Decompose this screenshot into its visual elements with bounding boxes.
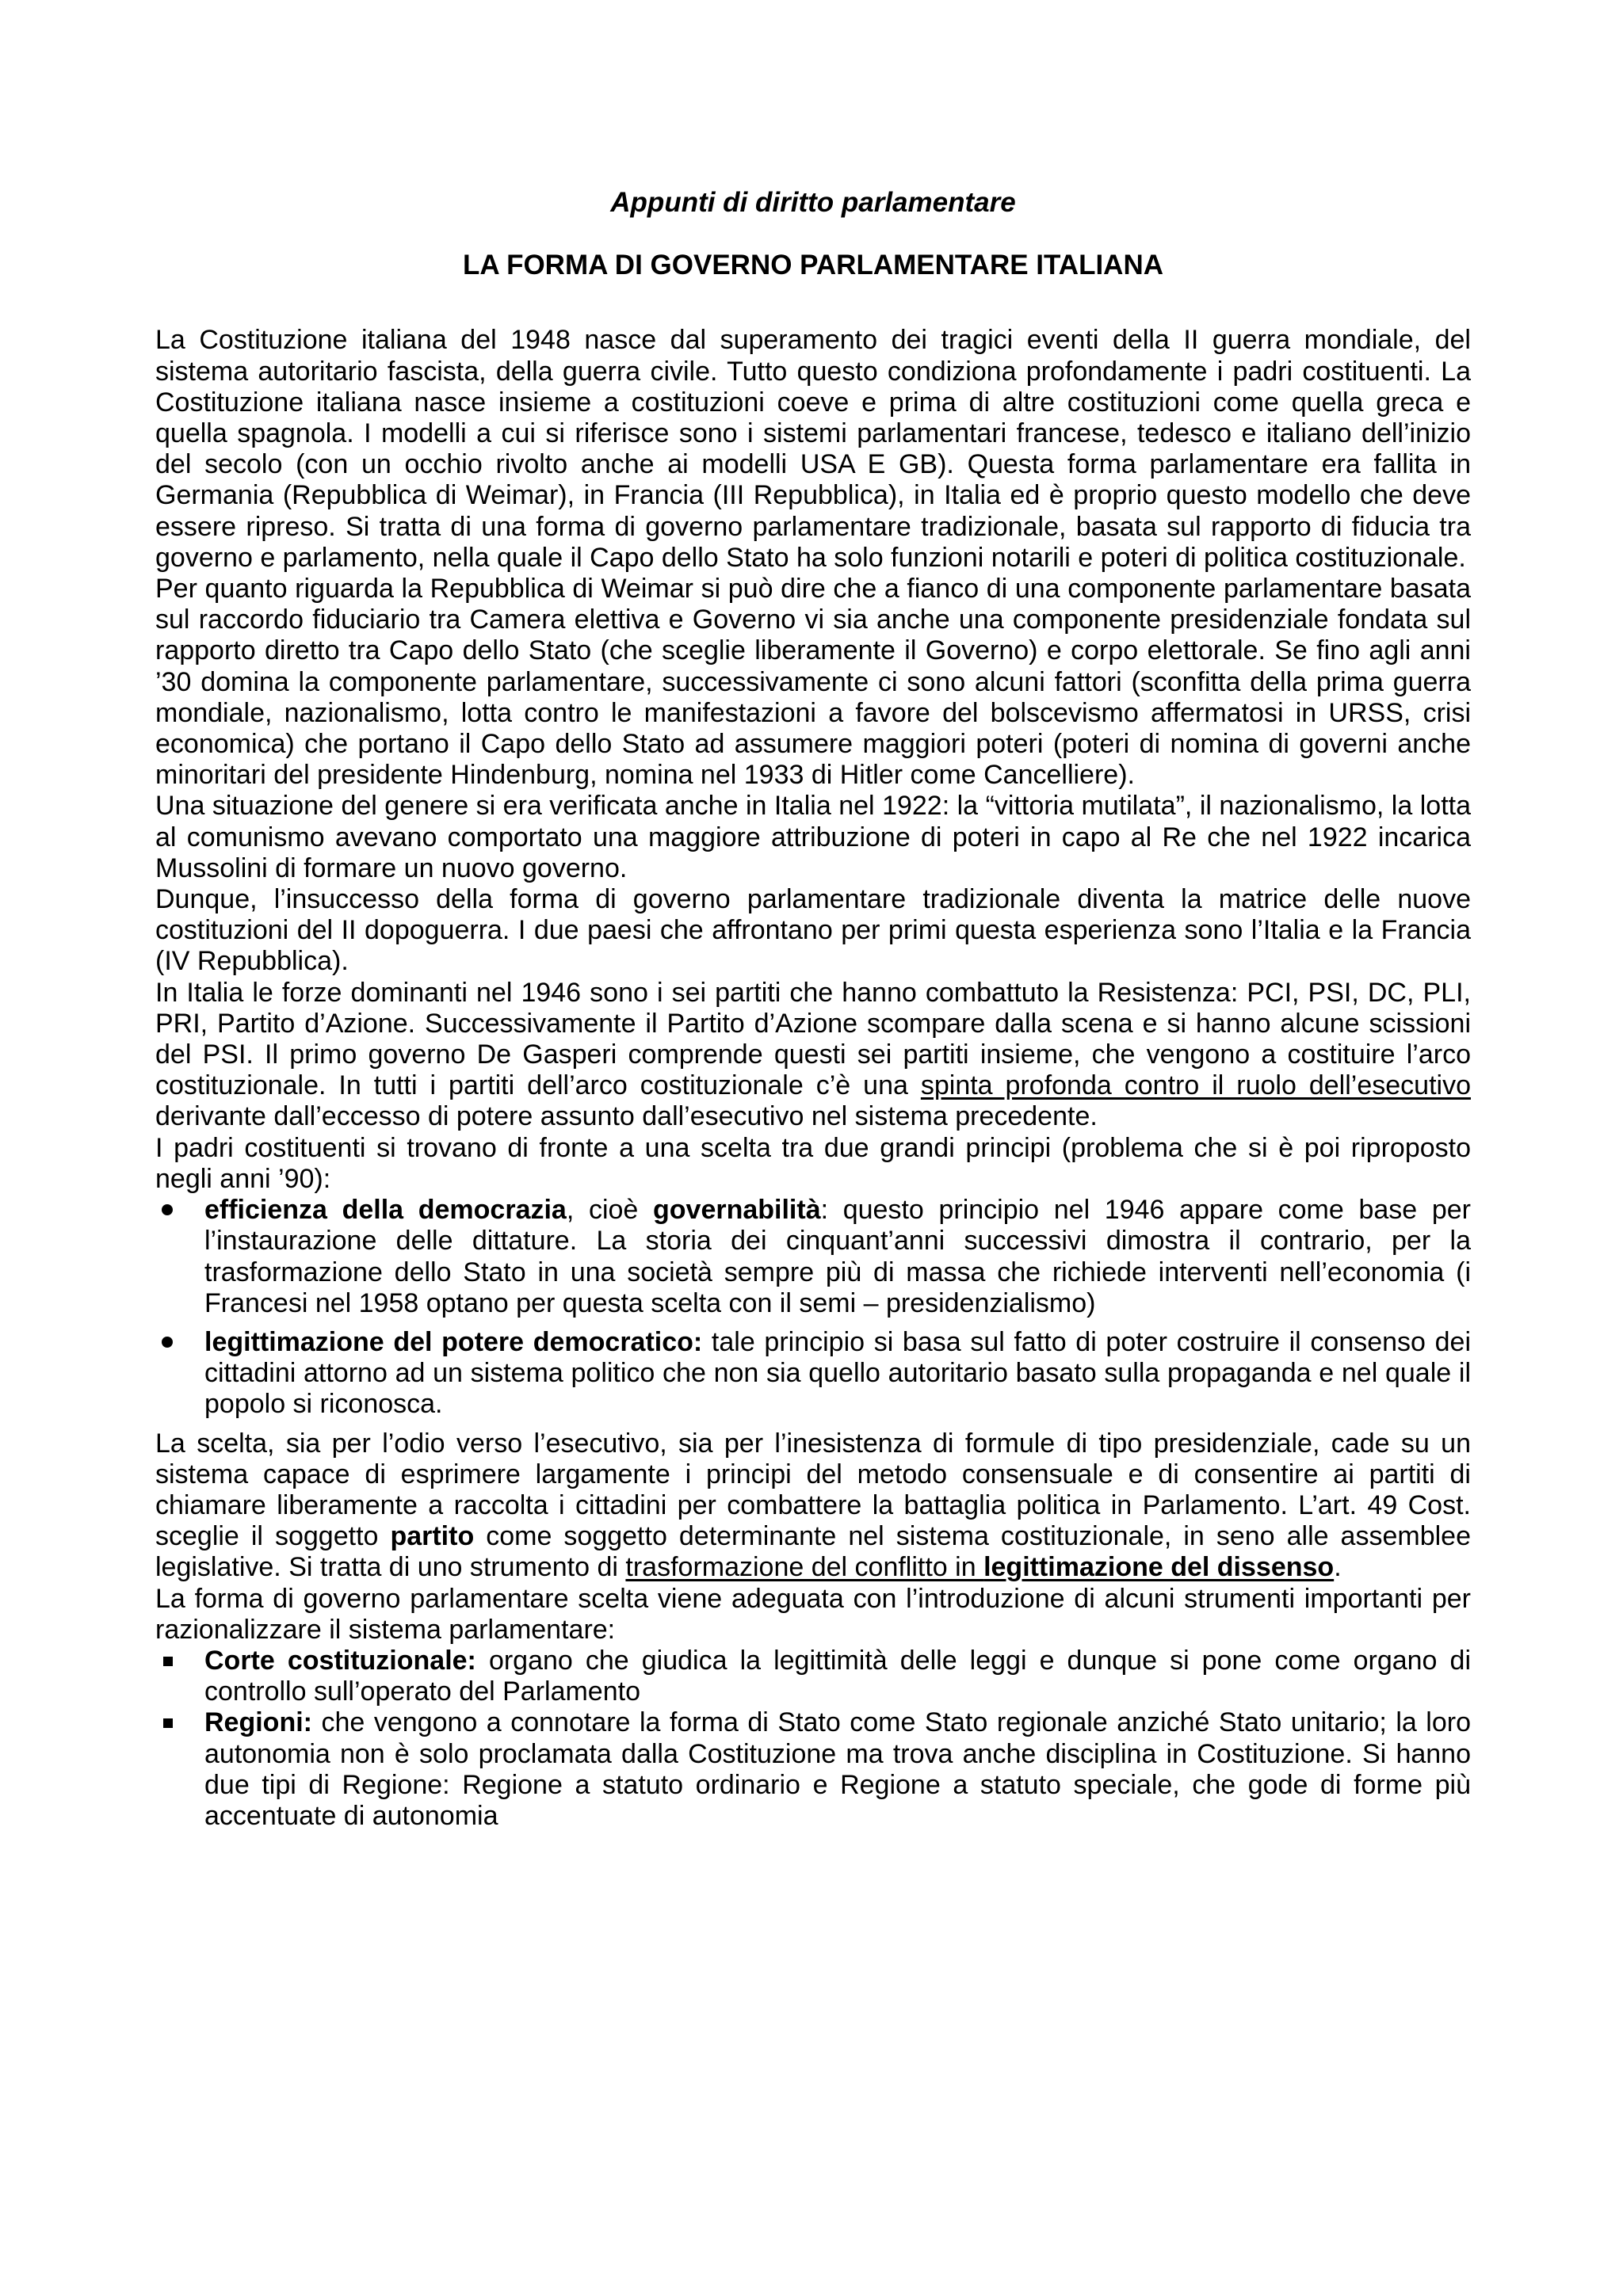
paragraph-postwar: Dunque, l’insuccesso della forma di governo parlamentare tradizionale diventa la matrice delle nuove costituzioni del II dopoguerra. I due paesi che affrontano per primi questa esperienza sono l’Italia e la Francia (IV Repubblica).	[155, 884, 1471, 977]
choice-underlined-bold-text	[983, 1552, 1334, 1582]
document-title: Appunti di diritto parlamentare	[610, 187, 1016, 218]
document-heading: LA FORMA DI GOVERNO PARLAMENTARE ITALIANA	[462, 250, 1164, 281]
list-item	[155, 1646, 1471, 1707]
principle-term: legittimazione del potere democratico:	[204, 1326, 703, 1357]
bullet-square-icon	[163, 1657, 173, 1666]
parties-underlined-text: spinta profonda contro il ruolo dell’esecutivo	[920, 1070, 1471, 1101]
principle-term: efficienza della democrazia	[204, 1195, 567, 1226]
bullet-square-icon	[163, 1718, 173, 1728]
instrument-term: Corte costituzionale:	[204, 1645, 476, 1676]
bullet-dot-icon	[162, 1204, 173, 1215]
instrument-description: che vengono a connotare la forma di Stato come Stato regionale anziché Stato unitario; la loro autonomia non è solo proclamata dalla Costituzione ma trova anche disciplina in Costituzione. Si hanno due tipi di Regione: Regione a statuto ordinario e Regione a statuto speciale, che gode di forme più accentuate di autonomia	[204, 1707, 1471, 1831]
choice-bold-partito: partito	[390, 1521, 475, 1552]
paragraph-parties	[155, 978, 1471, 1133]
choice-bold-dissenso: legittimazione del dissenso	[983, 1552, 1335, 1583]
document-body	[155, 187, 1471, 1832]
parties-text-before: In Italia le forze dominanti nel 1946 sono i sei partiti che hanno combattuto la Resistenza: PCI, PSI, DC, PLI, PRI, Partito d’Azione. Successivamente il Partito d’Azione scompare dalla scena e si hanno alcune scissioni del PSI. Il primo governo De Gasperi comprende questi sei partiti insieme, che vengono a costituire l’arco costituzionale. In tutti i partiti dell’arco costituzionale c’è una	[155, 977, 1471, 1101]
choice-text-1: La scelta, sia per l’odio verso l’esecutivo, sia per l’inesistenza di formule di tipo presidenziale, cade su un sistema capace di esprimere largamente i principi del metodo consensuale e di consentire ai partiti di chiamare liberamente a raccolta i cittadini per combattere la battaglia politica in Parlamento. L’art. 49 Cost. sceglie il soggetto	[155, 1428, 1471, 1552]
instrument-description: organo che giudica la legittimità delle leggi e dunque si pone come organo di controllo sull’operato del Parlamento	[204, 1645, 1471, 1707]
parties-text-after: derivante dall’eccesso di potere assunto dall’esecutivo nel sistema precedente.	[155, 1101, 1098, 1132]
paragraph-choice	[155, 1428, 1471, 1584]
instruments-list	[155, 1646, 1471, 1832]
list-item	[155, 1707, 1471, 1832]
choice-underlined-text: trasformazione del conflitto in	[625, 1552, 984, 1583]
principles-list	[155, 1195, 1471, 1420]
principle-description: : questo principio nel 1946 appare come base per l’instaurazione delle dittature. La storia dei cinquant’anni successivi dimostra il contrario, per la trasformazione dello Stato in una società sempre più di massa che richiede interventi nell’economia (i Francesi nel 1958 optano per questa scelta con il semi – presidenzialismo)	[204, 1195, 1471, 1318]
paragraph-intro: La Costituzione italiana del 1948 nasce dal superamento dei tragici eventi della II guerra mondiale, del sistema autoritario fascista, della guerra civile. Tutto questo condiziona profondamente i padri costituenti. La Costituzione italiana nasce insieme a costituzioni coeve e prima di altre costituzioni come quella greca e quella spagnola. I modelli a cui si riferisce sono i sistemi parlamentari francese, tedesco e italiano dell’inizio del secolo (con un occhio rivolto anche ai modelli USA E GB). Questa forma parlamentare era fallita in Germania (Repubblica di Weimar), in Francia (III Repubblica), in Italia ed è proprio questo modello che deve essere ripreso. Si tratta di una forma di governo parlamentare tradizionale, basata sul rapporto di fiducia tra governo e parlamento, nella quale il Capo dello Stato ha solo funzioni notarili e poteri di politica costituzionale.	[155, 325, 1471, 573]
instrument-term: Regioni:	[204, 1707, 312, 1738]
paragraph-principles-intro: I padri costituenti si trovano di fronte a una scelta tra due grandi principi (problema che si è poi riproposto negli anni ’90):	[155, 1132, 1471, 1194]
bullet-dot-icon	[162, 1337, 173, 1348]
principle-description: tale principio si basa sul fatto di poter costruire il consenso dei cittadini attorno ad un sistema politico che non sia quello autoritario basato sulla propaganda e nel quale il popolo si riconosca.	[204, 1326, 1472, 1420]
list-item	[155, 1195, 1471, 1319]
list-item	[155, 1327, 1471, 1421]
paragraph-italy-1922: Una situazione del genere si era verificata anche in Italia nel 1922: la “vittoria mutilata”, il nazionalismo, la lotta al comunismo avevano comportato una maggiore attribuzione di poteri in capo al Re che nel 1922 incarica Mussolini di formare un nuovo governo.	[155, 791, 1471, 883]
principle-connector: , cioè	[566, 1195, 653, 1226]
paragraph-instruments-intro: La forma di governo parlamentare scelta viene adeguata con l’introduzione di alcuni strumenti importanti per razionalizzare il sistema parlamentare:	[155, 1583, 1471, 1645]
choice-end: .	[1334, 1552, 1342, 1583]
paragraph-weimar: Per quanto riguarda la Repubblica di Weimar si può dire che a fianco di una componente parlamentare basata sul raccordo fiduciario tra Camera elettiva e Governo vi sia anche una componente presidenziale fondata sul rapporto diretto tra Capo dello Stato (che sceglie liberamente il Governo) e corpo elettorale. Se fino agli anni ’30 domina la componente parlamentare, successivamente ci sono alcuni fattori (sconfitta della prima guerra mondiale, nazionalismo, lotta contro le manifestazioni a favore del bolscevismo affermatosi in URSS, crisi economica) che portano il Capo dello Stato ad assumere maggiori poteri (poteri di nomina di governi anche minoritari del presidente Hindenburg, nomina nel 1933 di Hitler come Cancelliere).	[155, 574, 1471, 791]
principle-term: governabilità	[653, 1195, 821, 1226]
choice-text-2: come soggetto determinante nel sistema costituzionale, in seno alle assemblee legislative. Si tratta di uno strumento di	[155, 1521, 1471, 1583]
